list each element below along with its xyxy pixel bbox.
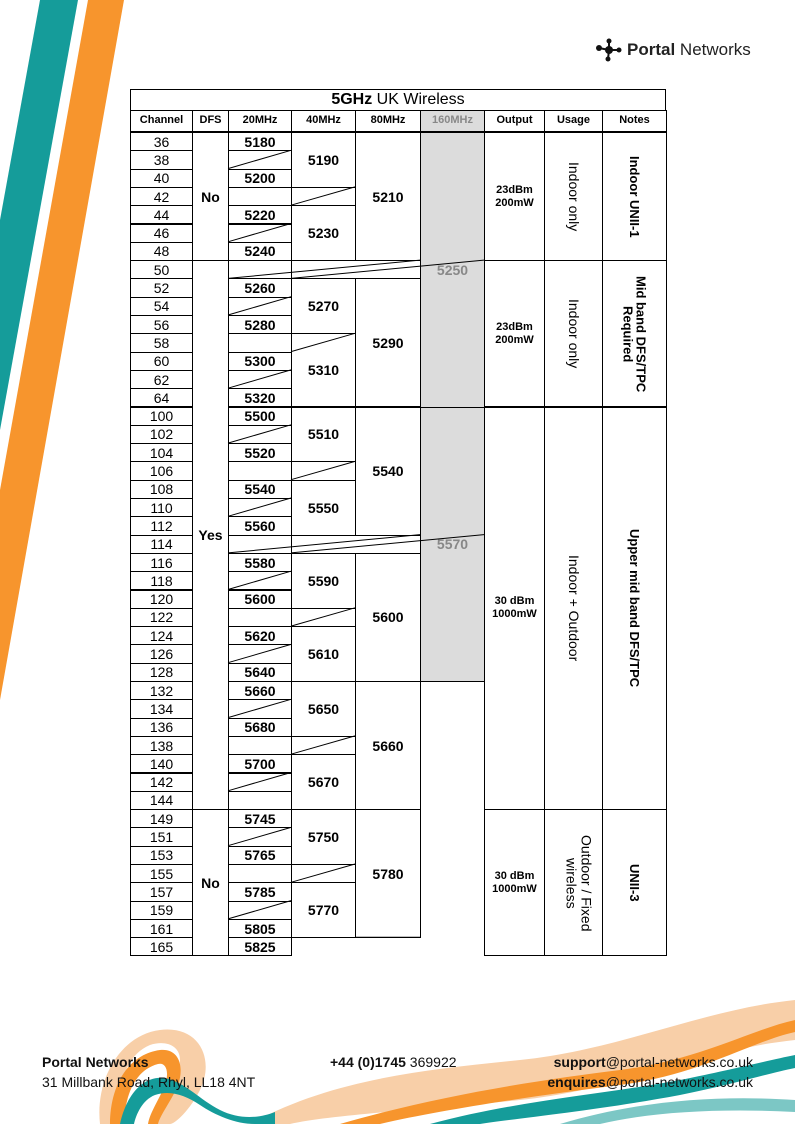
output-dbm: 23dBm [496, 320, 533, 333]
notes-text: Indoor UNII-1 [627, 155, 642, 238]
brand-logo [595, 38, 751, 62]
channel-cell: 157 [130, 882, 193, 901]
channel-cell: 136 [130, 718, 193, 737]
freq-80mhz-cell: 5660 [355, 681, 421, 810]
overlap-diagonal [228, 297, 291, 315]
channel-cell: 104 [130, 443, 193, 462]
freq-20mhz-cell: 5260 [228, 278, 292, 297]
usage-text: Indoor only [566, 161, 582, 232]
overlap-diagonal [228, 150, 291, 168]
channel-cell: 102 [130, 425, 193, 444]
freq-20mhz-cell: 5620 [228, 626, 292, 645]
freq-40mhz-cell: 5550 [291, 480, 356, 536]
column-header: Output [484, 110, 545, 132]
logo-wordmark: Portal Networks [627, 40, 751, 59]
output-mw: 1000mW [492, 608, 537, 621]
channel-cell: 161 [130, 919, 193, 938]
overlap-diagonal [228, 370, 291, 388]
channel-cell: 36 [130, 132, 193, 151]
overlap-diagonal [228, 498, 291, 516]
output-mw: 200mW [495, 333, 534, 346]
freq-40mhz-cell: 5190 [291, 132, 356, 188]
table-title: 5GHz UK Wireless [130, 89, 666, 111]
channel-cell: 118 [130, 571, 193, 590]
channel-cell: 58 [130, 333, 193, 352]
dfs-cell: Yes [192, 260, 229, 810]
channel-cell: 114 [130, 535, 193, 554]
freq-40mhz-cell: 5510 [291, 407, 356, 463]
freq-80mhz-cell: 5290 [355, 278, 421, 407]
channel-cell: 124 [130, 626, 193, 645]
overlap-diagonal [228, 224, 291, 242]
column-header: Usage [544, 110, 603, 132]
freq-160mhz-cell: 5570 [420, 407, 485, 683]
usage-text: Indoor + Outdoor [566, 555, 582, 662]
freq-40mhz-cell: 5770 [291, 882, 356, 938]
freq-40mhz-cell: 5230 [291, 205, 356, 261]
channel-cell: 54 [130, 297, 193, 316]
freq-80mhz-cell: 5540 [355, 407, 421, 536]
freq-20mhz-cell: 5180 [228, 132, 292, 151]
freq-40mhz-cell: 5670 [291, 754, 356, 810]
channel-cell: 106 [130, 461, 193, 480]
output-mw: 200mW [495, 196, 534, 209]
channel-cell: 122 [130, 608, 193, 627]
column-header: DFS [192, 110, 229, 132]
channel-cell: 52 [130, 278, 193, 297]
freq-20mhz-cell: 5500 [228, 407, 292, 426]
output-dbm: 30 dBm [494, 595, 535, 608]
column-header: 20MHz [228, 110, 292, 132]
overlap-diagonal [291, 187, 355, 205]
freq-20mhz-cell: 5825 [228, 937, 292, 956]
notes-text: UNII-3 [627, 864, 642, 902]
freq-40mhz-cell: 5590 [291, 553, 356, 609]
freq-20mhz-cell: 5745 [228, 809, 292, 828]
channel-cell: 142 [130, 773, 193, 792]
output-mw: 1000mW [492, 882, 537, 895]
notes-text: Upper mid band DFS/TPC [627, 529, 642, 688]
dfs-cell: No [192, 809, 229, 956]
channel-cell: 120 [130, 590, 193, 609]
freq-20mhz-cell: 5700 [228, 754, 292, 773]
freq-80mhz-cell: 5780 [355, 809, 421, 938]
channel-cell: 64 [130, 388, 193, 407]
overlap-diagonal [228, 644, 291, 662]
freq-40mhz-cell: 5750 [291, 809, 356, 865]
channel-cell: 112 [130, 516, 193, 535]
channel-cell: 116 [130, 553, 193, 572]
overlap-diagonal [291, 608, 355, 626]
column-header: Channel [130, 110, 193, 132]
channel-cell: 38 [130, 150, 193, 169]
column-header: 160MHz [420, 110, 485, 132]
column-header: Notes [602, 110, 667, 132]
overlap-diagonal [228, 699, 291, 717]
freq-20mhz-cell: 5200 [228, 169, 292, 188]
freq-20mhz-cell: 5240 [228, 242, 292, 261]
channel-cell: 159 [130, 901, 193, 920]
output-dbm: 23dBm [496, 183, 533, 196]
freq-20mhz-cell: 5765 [228, 846, 292, 865]
channel-cell: 138 [130, 736, 193, 755]
channel-cell: 155 [130, 864, 193, 883]
footer-phone[interactable]: +44 (0)1745 369922 [330, 1054, 457, 1070]
overlap-diagonal [291, 864, 355, 882]
channel-cell: 151 [130, 827, 193, 846]
overlap-diagonal [228, 571, 291, 589]
footer-address: 31 Millbank Road, Rhyl, LL18 4NT [42, 1074, 256, 1090]
freq-20mhz-cell: 5785 [228, 882, 292, 901]
overlap-diagonal [228, 425, 291, 443]
freq-20mhz-cell: 5680 [228, 718, 292, 737]
overlap-diagonal [291, 461, 355, 479]
freq-20mhz-cell: 5300 [228, 352, 292, 371]
channel-cell: 60 [130, 352, 193, 371]
footer-address-block [42, 1052, 255, 1092]
channel-cell: 132 [130, 681, 193, 700]
channel-cell: 44 [130, 205, 193, 224]
freq-20mhz-cell: 5520 [228, 443, 292, 462]
output-dbm: 30 dBm [494, 869, 535, 882]
overlap-diagonal [228, 773, 291, 791]
channel-cell: 108 [130, 480, 193, 499]
channel-cell: 110 [130, 498, 193, 517]
freq-20mhz-cell: 5320 [228, 388, 292, 407]
freq-20mhz-cell: 5560 [228, 516, 292, 535]
channel-cell: 126 [130, 644, 193, 663]
freq-40mhz-cell: 5610 [291, 626, 356, 682]
channel-cell: 42 [130, 187, 193, 206]
usage-text: Outdoor / Fixed wireless [563, 834, 595, 932]
channel-cell: 56 [130, 315, 193, 334]
channel-cell: 128 [130, 663, 193, 682]
column-header: 80MHz [355, 110, 421, 132]
channel-cell: 149 [130, 809, 193, 828]
overlap-diagonal [291, 736, 355, 754]
dfs-cell: No [192, 132, 229, 261]
channel-cell: 140 [130, 754, 193, 773]
footer-contact-block [547, 1052, 753, 1092]
freq-20mhz-cell: 5580 [228, 553, 292, 572]
freq-40mhz-cell: 5310 [291, 333, 356, 407]
channel-cell: 50 [130, 260, 193, 279]
channel-cell: 40 [130, 169, 193, 188]
freq-40mhz-cell: 5650 [291, 681, 356, 737]
freq-160mhz-cell: 5250 [420, 132, 485, 408]
channel-cell: 153 [130, 846, 193, 865]
channel-cell: 134 [130, 699, 193, 718]
freq-20mhz-cell: 5660 [228, 681, 292, 700]
channel-cell: 165 [130, 937, 193, 956]
notes-text: Mid band DFS/TPC Required [620, 275, 649, 392]
footer-enquiries-email[interactable]: enquires@portal-networks.co.uk [547, 1074, 753, 1090]
overlap-diagonal [291, 333, 355, 351]
channel-cell: 48 [130, 242, 193, 261]
channel-cell: 144 [130, 791, 193, 810]
overlap-diagonal [228, 827, 291, 845]
channel-cell: 46 [130, 224, 193, 243]
overlap-diagonal [228, 901, 291, 919]
column-header: 40MHz [291, 110, 356, 132]
freq-80mhz-cell: 5210 [355, 132, 421, 261]
freq-80mhz-cell: 5600 [355, 553, 421, 682]
freq-20mhz-cell: 5280 [228, 315, 292, 334]
freq-20mhz-cell: 5220 [228, 205, 292, 224]
usage-text: Indoor only [566, 299, 582, 369]
channel-cell: 100 [130, 407, 193, 426]
footer-support-email[interactable]: support@portal-networks.co.uk [553, 1054, 753, 1070]
footer-company: Portal Networks [42, 1054, 149, 1070]
channel-overlap-lines [130, 89, 666, 959]
network-nodes-icon [595, 38, 623, 62]
freq-40mhz-cell: 5270 [291, 278, 356, 334]
freq-20mhz-cell: 5600 [228, 590, 292, 609]
freq-20mhz-cell: 5640 [228, 663, 292, 682]
freq-20mhz-cell: 5805 [228, 919, 292, 938]
channel-cell: 62 [130, 370, 193, 389]
freq-20mhz-cell: 5540 [228, 480, 292, 499]
